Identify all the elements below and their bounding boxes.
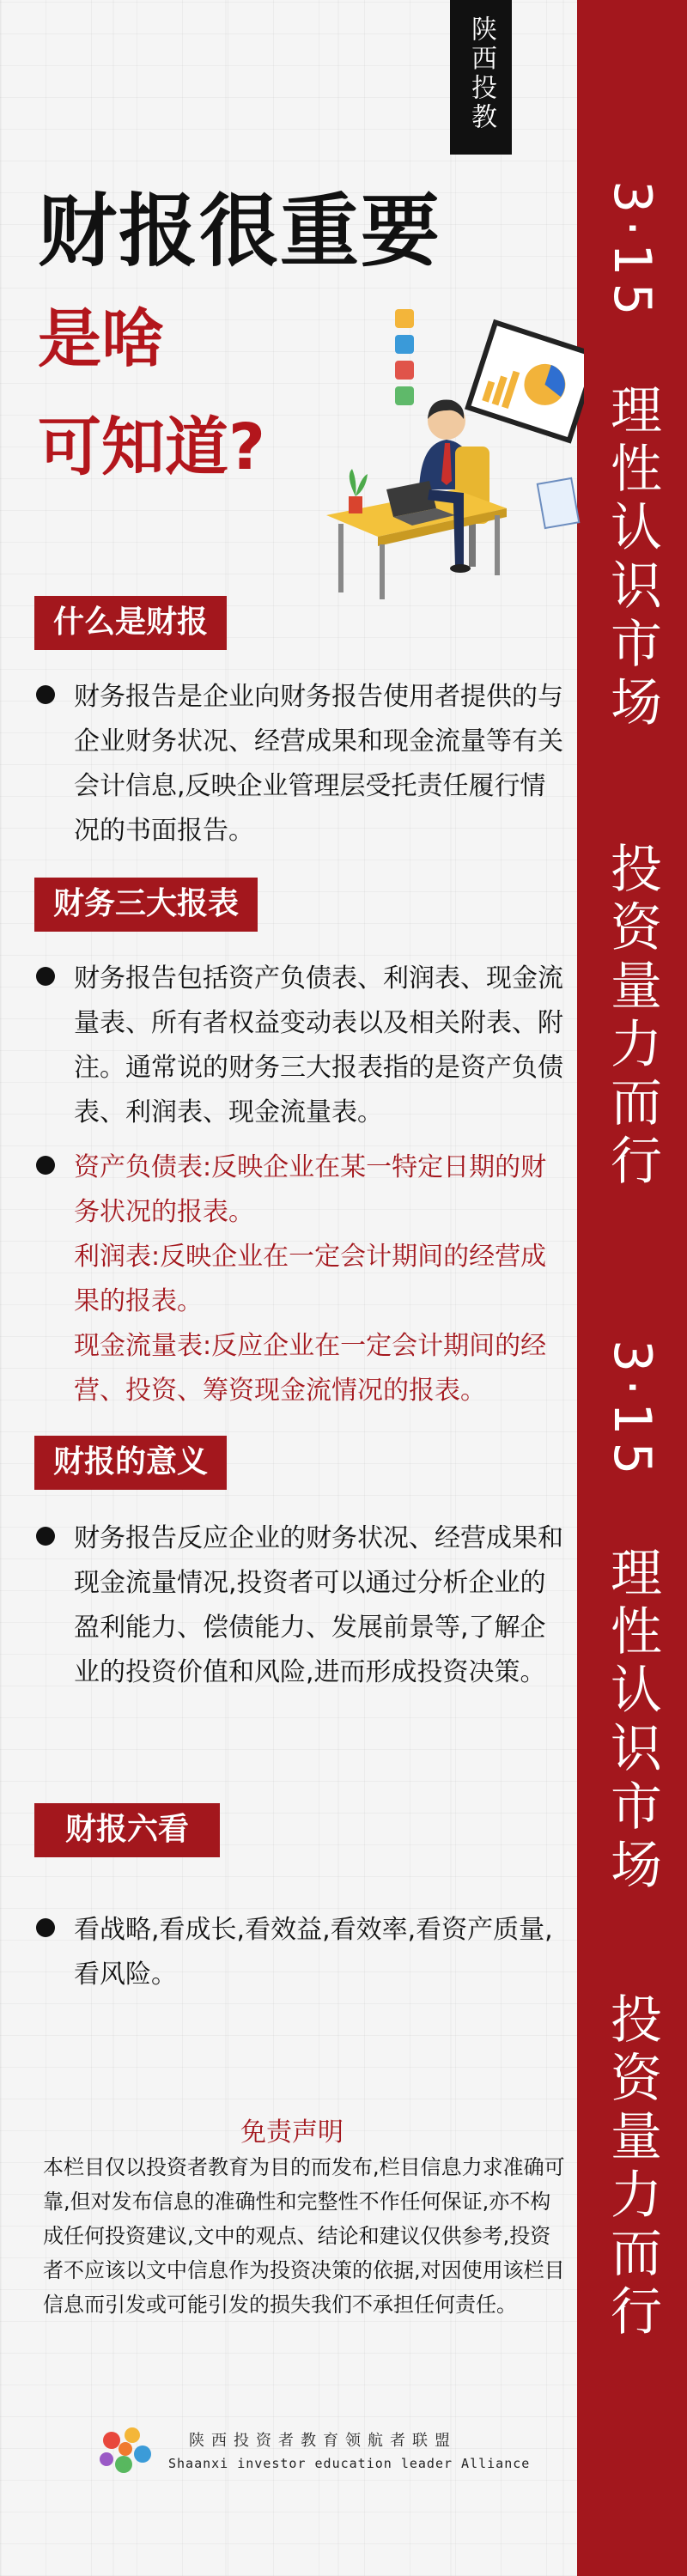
banner-item: 理性认识市场 [602,1546,662,1896]
banner-item: 投资量力而行 [602,841,662,1192]
banner-item: 3·15 [602,1340,662,1482]
list-item: 财务报告是企业向财务报告使用者提供的与企业财务状况、经营成果和现金流量等有关会计信息,反映企业管理层受托责任履行情况的书面报告。 [36,675,568,854]
list-item: 财务报告反应企业的财务状况、经营成果和现金流量情况,投资者可以通过分析企业的盈利能力、偿债能力、发展前景等,了解企业的投资价值和风险,进而形成投资决策。 [36,1516,568,1695]
section-heading-three-statements: 财务三大报表 [34,878,258,932]
section-heading-significance: 财报的意义 [34,1436,227,1490]
page-subtitle-1: 是啥 [38,302,165,376]
page-subtitle-2: 可知道? [38,410,265,484]
bullet-dot [36,1918,55,1937]
bullet-dot [36,1527,55,1546]
brand-tag: 陕西投教 [450,0,512,155]
bullet-dot [36,1156,55,1175]
income-statement-text: 利润表:反映企业在一定会计期间的经营成果的报表。 [74,1242,547,1316]
section-heading-what-is: 什么是财报 [34,596,227,650]
banner-item: 理性认识市场 [602,383,662,733]
office-worker-illustration [326,309,584,601]
disclaimer-title: 免责声明 [240,2117,344,2148]
list-item: 资产负债表:反映企业在某一特定日期的财务状况的报表。 [36,1145,568,1235]
alliance-logo [94,2423,156,2480]
list-item: 财务报告包括资产负债表、利润表、现金流量表、所有者权益变动表以及相关附表、附注。通常说的财务三大报表指的是资产负债表、利润表、现金流量表。 [36,957,568,1135]
bullet-dot [36,967,55,986]
footer-org-name-en: Shaanxi investor education leader Alliance [168,2456,531,2471]
banner-item: 3·15 [602,180,662,323]
cashflow-statement-text: 现金流量表:反应企业在一定会计期间的经营、投资、筹资现金流情况的报表。 [74,1331,547,1406]
section-heading-six-looks: 财报六看 [34,1803,220,1857]
disclaimer-body: 本栏目仅以投资者教育为目的而发布,栏目信息力求准确可靠,但对发布信息的准确性和完整性不作任何保证,亦不构成任何投资建议,文中的观点、结论和建议仅供参考,投资者不应该以文中信息作为投资决策的依据,对因使用该栏目信息而引发或可能引发的损失我们不承担任何责任。 [43,2155,565,2317]
list-item: 看战略,看成长,看效益,看效率,看资产质量,看风险。 [36,1908,568,1997]
banner-item: 投资量力而行 [602,1992,662,2342]
page-title: 财报很重要 [38,185,442,277]
bullet-dot [36,685,55,704]
footer-org-name: 陕西投资者教育领航者联盟 [189,2432,457,2450]
